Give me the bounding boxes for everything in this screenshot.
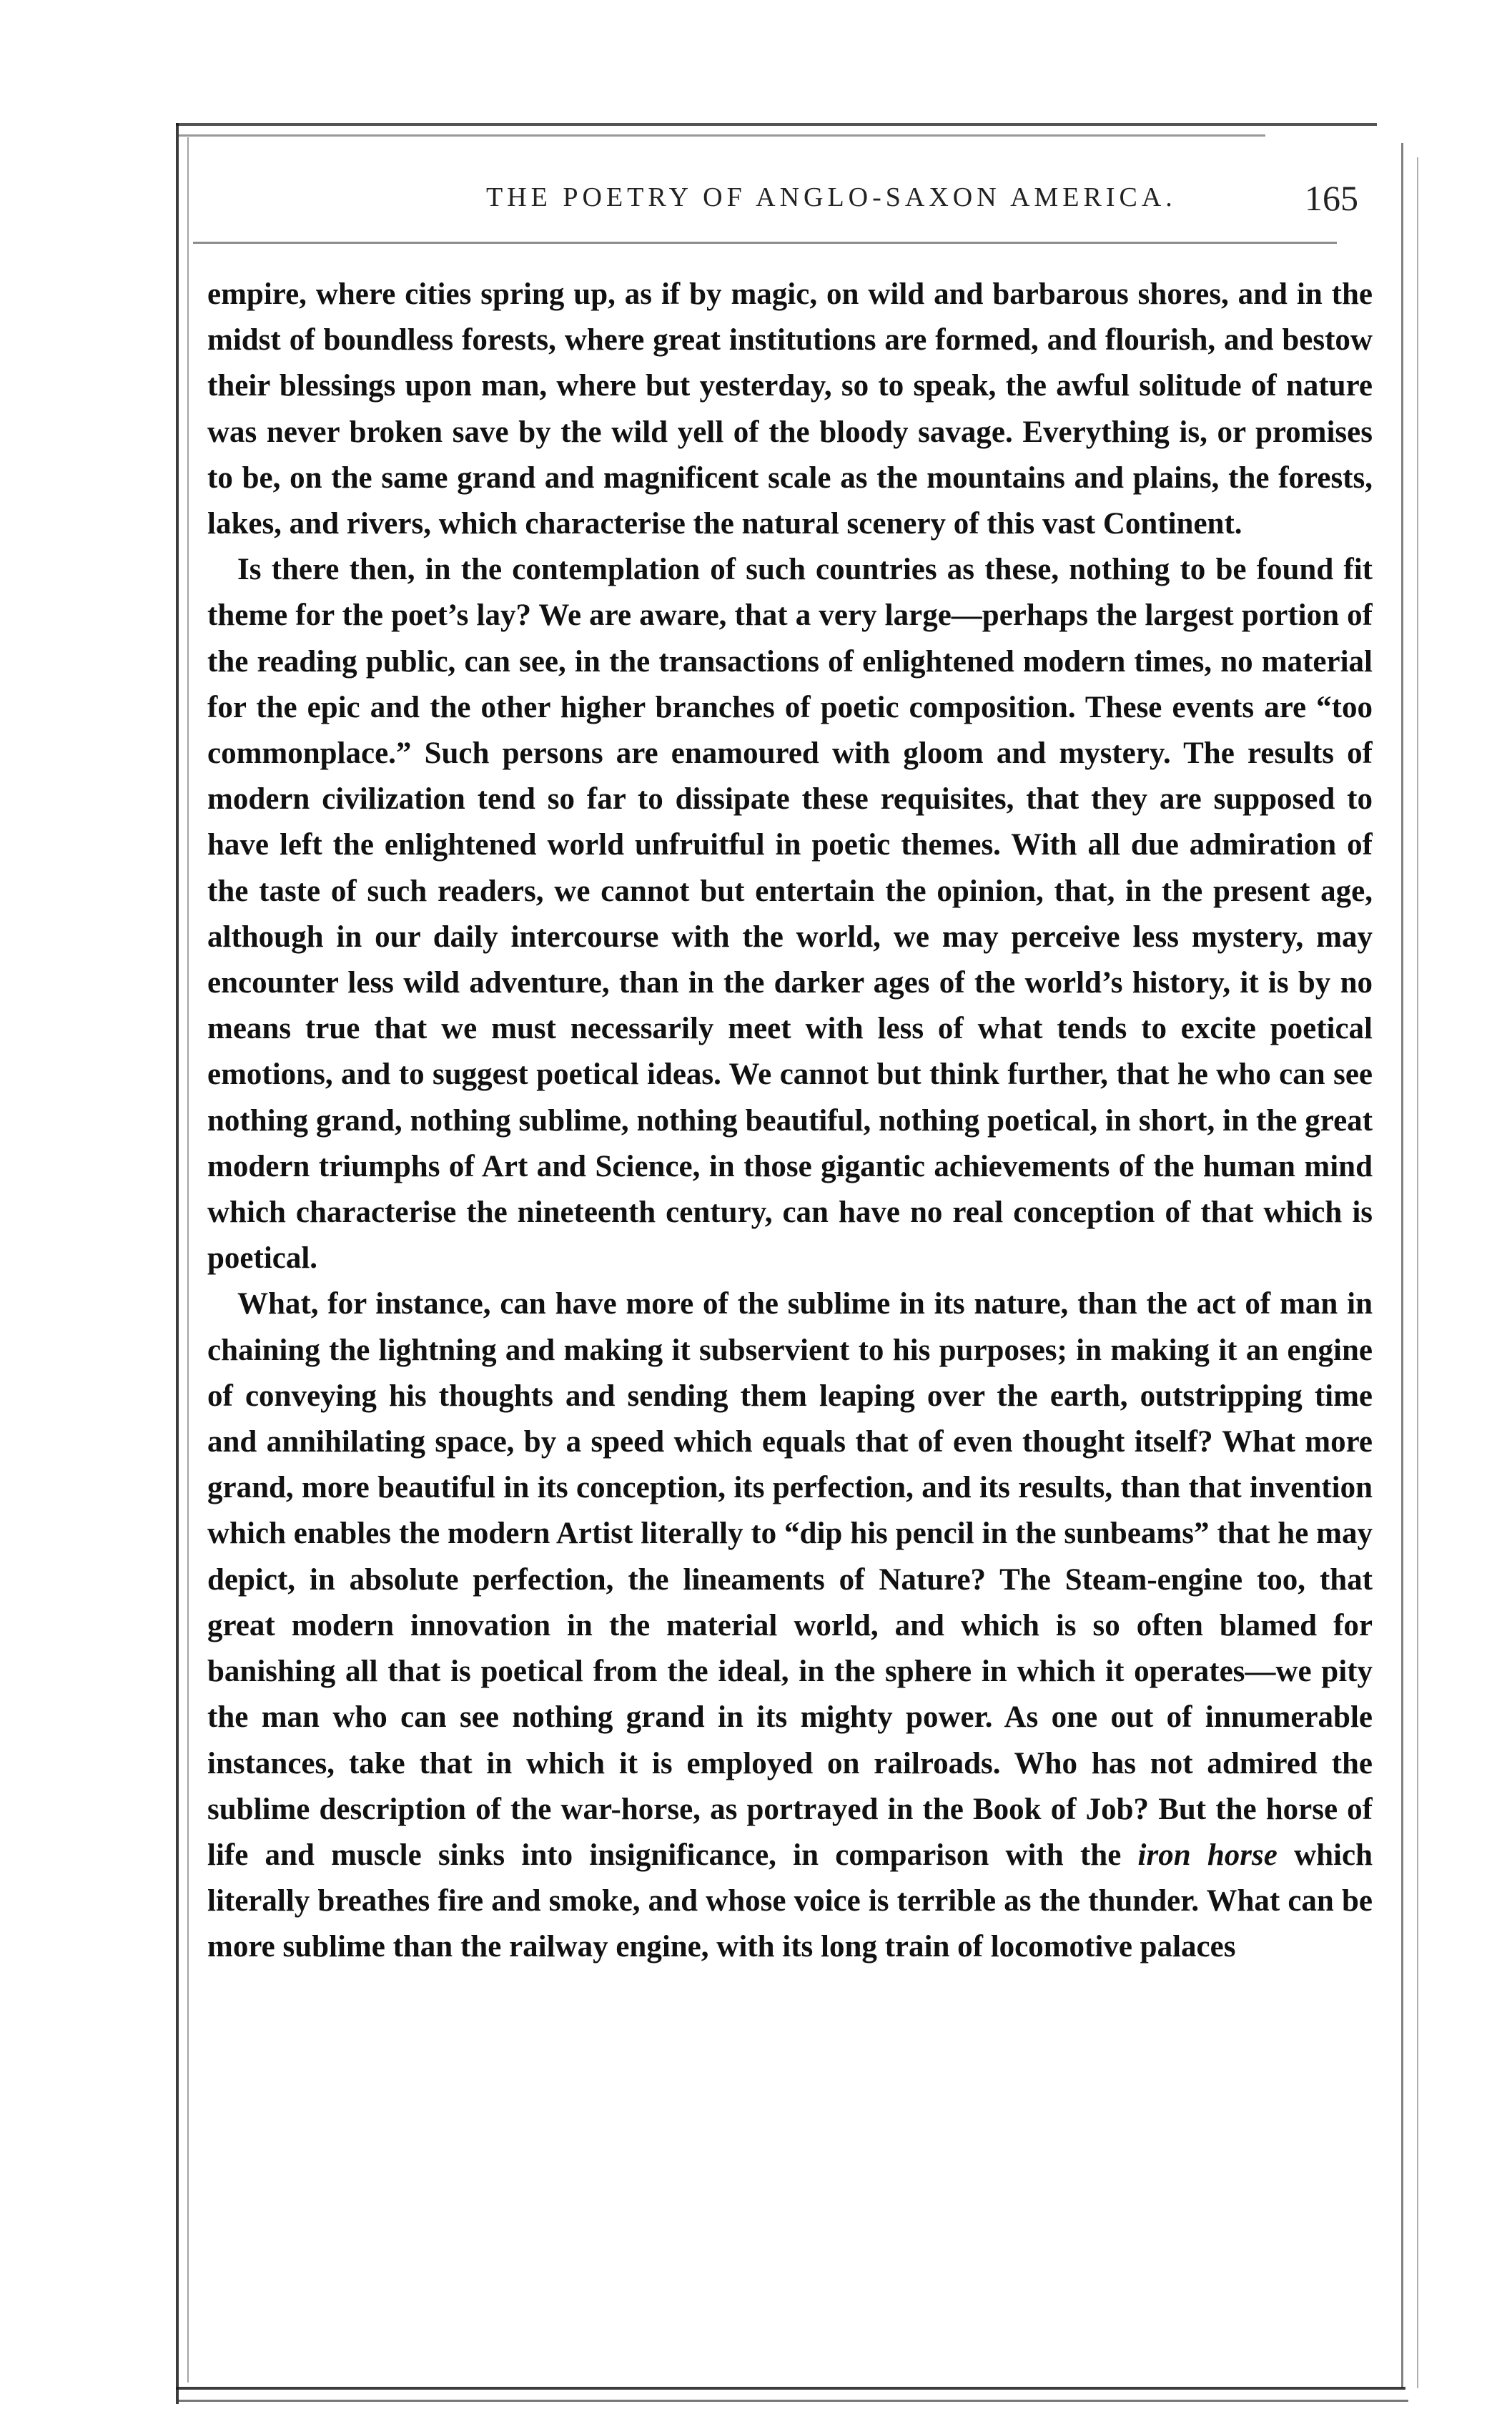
body-text	[207, 272, 1373, 2367]
page-frame-top-inner-rule	[179, 134, 1265, 137]
page-number: 165	[1305, 178, 1358, 218]
running-head-rule	[193, 242, 1337, 244]
paragraph-3-italic-phrase: iron horse	[1137, 1838, 1278, 1872]
page-frame-right-outer-rule	[1417, 157, 1418, 2388]
running-head	[214, 177, 1387, 223]
page-frame-left-inner-rule	[187, 137, 189, 2383]
paragraph-3-text-end: which literally breathes fire and smoke, and whose voice is terrible as the thunder. What can be more sublime than the railway engine, with its long train of locomotive palaces	[207, 1838, 1373, 1964]
paragraph-1: empire, where cities spring up, as if by magic, on wild and barbarous shores, and in the midst of boundless forests, where great institutions are formed, and flourish, and bestow their blessings upon man, where but yesterday, so to speak, the awful solitude of nature was never broken save by the wild yell of the bloody savage. Everything is, or promises to be, on the same grand and magnificent scale as the mountains and plains, the forests, lakes, and rivers, which characterise the natural scenery of this vast Continent.	[207, 277, 1373, 541]
page-frame-right-rule	[1401, 143, 1403, 2388]
page-frame-bottom-rule	[176, 2387, 1405, 2390]
paragraph-3-text-start: What, for instance, can have more of the sublime in its nature, than the act of man in chaining the lightning and making it subservient to his purposes; in making it an engine of conveying his thoughts and sending them leaping over the earth, outstripping time and annihilating space, by a speed which equals that of even thought itself? What more grand, more beautiful in its conception, its perfection, and its results, than that invention which enables the modern Artist literally to “dip his pencil in the sunbeams” that he may depict, in absolute perfection, the lineaments of Nature? The Steam-engine too, that great modern innovation in the material world, and which is so often blamed for banishing all that is poetical from the ideal, in the sphere in which it operates—we pity the man who can see nothing grand in its mighty power. As one out of innumerable instances, take that in which it is employed on railroads. Who has not admired the sublime description of the war-horse, as portrayed in the Book of Job? But the horse of life and muscle sinks into insignificance, in comparison with the	[207, 1287, 1373, 1872]
page-frame-bottom-outer-rule	[179, 2400, 1408, 2402]
running-title: THE POETRY OF ANGLO-SAXON AMERICA.	[486, 182, 1177, 212]
page-frame-left-rule	[176, 123, 179, 2404]
paragraph-3	[207, 1281, 1373, 1970]
page-frame-top-rule	[176, 123, 1377, 126]
paragraph-2: Is there then, in the contemplation of such countries as these, nothing to be found fit theme for the poet’s lay? We are aware, that a very large—perhaps the largest portion of the reading public, can see, in the transactions of enlightened modern times, no material for the epic and the other higher branches of poetic composition. These events are “too commonplace.” Such persons are enamoured with gloom and mystery. The results of modern civilization tend so far to dissipate these requisites, that they are supposed to have left the enlightened world unfruitful in poetic themes. With all due admiration of the taste of such readers, we cannot but entertain the opinion, that, in the present age, although in our daily intercourse with the world, we may perceive less mystery, may encounter less wild adventure, than in the darker ages of the world’s history, it is by no means true that we must necessarily meet with less of what tends to excite poetical emotions, and to suggest poetical ideas. We cannot but think further, that he who can see nothing grand, nothing sublime, nothing beautiful, nothing poetical, in short, in the great modern triumphs of Art and Science, in those gigantic achievements of the human mind which characterise the nineteenth century, can have no real conception of that which is poetical.	[207, 553, 1373, 1276]
